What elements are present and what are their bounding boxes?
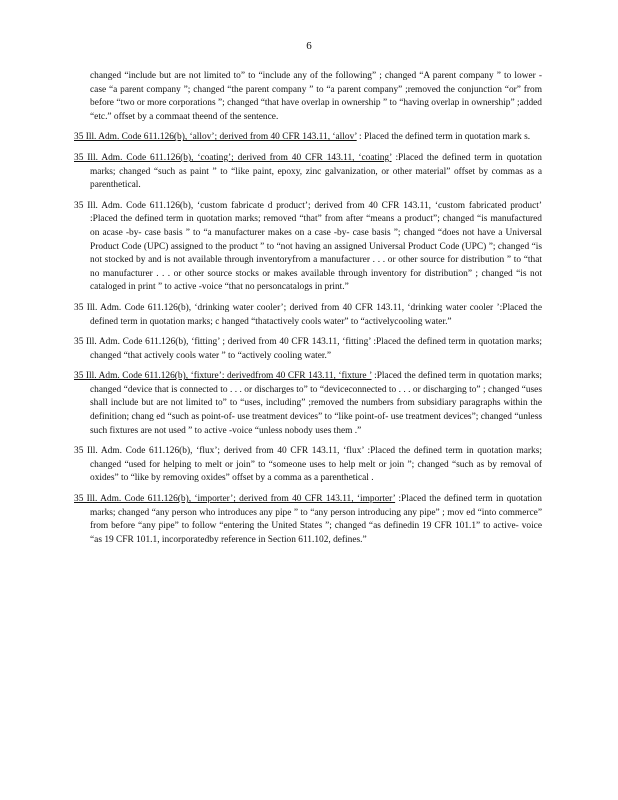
list-item	[74, 370, 542, 438]
entry-citation: 35 Ill. Adm. Code 611.126(b), ‘fixture’: derivedfrom 40 CFR 143.11, ‘fixture ’	[74, 371, 372, 382]
list-item	[74, 445, 542, 486]
entry-text: :Placed the defined term in quotation marks; changed “device that is connected to . . . or discharges to” to “deviceconnected to . . . or discharging to” ; changed “uses shall include but are not limited to” to “uses, including” ;removed the numbers from subsidiary paragraphs within the definition; chang ed “such as point-of- use treatment devices” to “like point-of- use treatment devices”; changed “unless such fixtures are not used ” to active -voice “unless nobody uses them .”	[90, 371, 542, 436]
entry-text: : Placed the defined term in quotation mark s.	[359, 132, 531, 143]
list-item	[74, 152, 542, 193]
entry-text: :Placed the defined term in quotation marks; changed “such as paint ” to “like paint, epoxy, zinc galvanization, or other material” offset by commas as a parenthetical.	[90, 152, 542, 191]
list-item	[74, 493, 542, 547]
entry-citation: 35 Ill. Adm. Code 611.126(b), ‘allov’; derived from 40 CFR 143.11, ‘allov’	[74, 132, 357, 143]
document-body	[74, 70, 542, 554]
entry-citation: 35 Ill. Adm. Code 611.126(b), ‘importer’; derived from 40 CFR 143.11, ‘importer’	[74, 494, 396, 505]
entry-text: 35 Ill. Adm. Code 611.126(b), ‘drinking water cooler’; derived from 40 CFR 143.11, ‘drinking water cooler ’:Placed the defined term in quotation marks; c hanged “thatactively cools water” to “activelycooling water.”	[74, 302, 542, 327]
entry-citation: 35 Ill. Adm. Code 611.126(b), ‘coating’; derived from 40 CFR 143.11, ‘coating’	[74, 152, 392, 163]
list-item	[74, 200, 542, 295]
list-item	[74, 302, 542, 329]
page-number: 6	[306, 40, 312, 52]
entry-text: :Placed the defined term in quotation marks; changed “any person who introduces any pipe ” to “any person introducing any pipe” ; mov ed “into commerce” from before “any pipe” to follow “entering the United States ”; changed “as definedin 19 CFR 101.1” to active- voice “as 19 CFR 101.1, incorporatedby reference in Section 611.102, defines.”	[90, 494, 542, 545]
entry-text: changed “include but are not limited to” to “include any of the following” ; changed “A parent company ” to lower -case “a parent company ”; changed “the parent company ” to “a parent company” ;removed the conjunction “or” from before “two or more corporations ”; changed “that have overlap in ownership ” to “having overlap in ownership” ;added “etc.” offset by a commaat theend of the sentence.	[90, 71, 542, 122]
list-item	[74, 131, 542, 145]
list-item	[74, 336, 542, 363]
entry-text: 35 Ill. Adm. Code 611.126(b), ‘custom fabricate d product’; derived from 40 CFR 143.11, ‘custom fabricated product’ :Placed the defined term in quotation marks; removed “that” from after “means a product”; changed “is manufactured on acase -by- case basis ” to “a manufacturer makes on a case -by- case basis ”; changed “does not have a Universal Product Code (UPC) assigned to the product ” to “not having an assigned Universal Product Code (UPC) ”; changed “is not stocked by and is not available through inventoryfrom a manufacturer . . . or other source for distribution ” to “that no manufacturer . . . or other source stocks or makes available through inventory for distribution” ; changed “is not cataloged in print ” to active -voice “that no personcatalogs in print.”	[74, 200, 542, 293]
list-item	[74, 70, 542, 124]
entry-text: 35 Ill. Adm. Code 611.126(b), ‘fitting’ ; derived from 40 CFR 143.11, ‘fitting’ :Placed the defined term in quotation marks; changed “that actively cools water ” to “actively cooling water.”	[74, 337, 542, 361]
entry-text: 35 Ill. Adm. Code 611.126(b), ‘flux’; derived from 40 CFR 143.11, ‘flux’ :Placed the defined term in quotation marks; changed “used for helping to melt or join” to “someone uses to help melt or join ”; changed “such as by removal of oxides” to “like by removing oxides” offset by a comma as a parenthetical .	[74, 446, 542, 484]
